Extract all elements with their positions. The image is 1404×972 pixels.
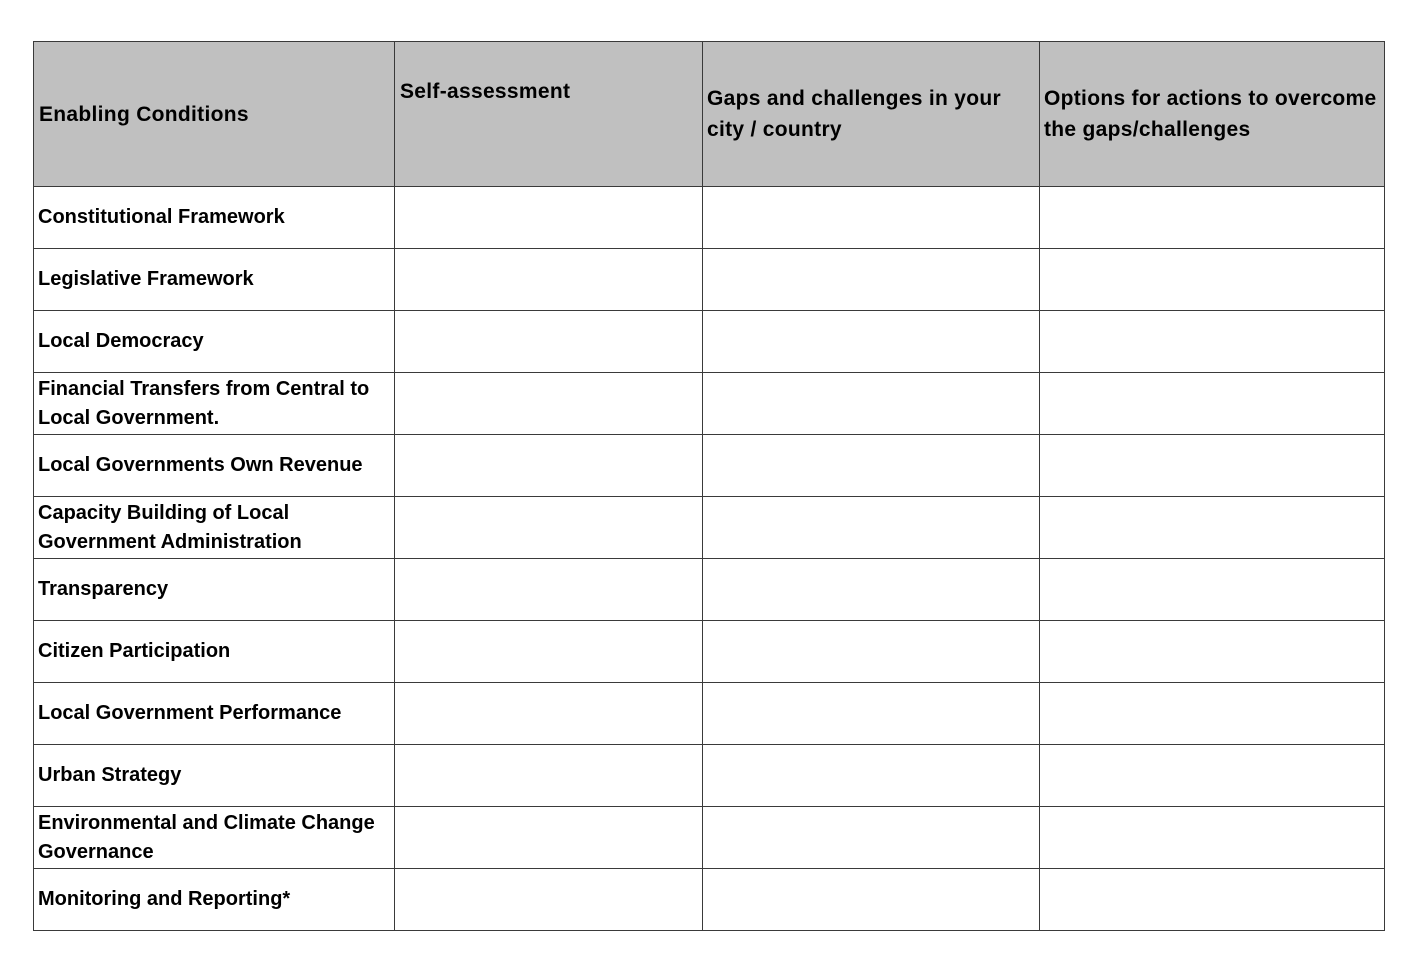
table-row xyxy=(34,621,1385,683)
gaps-challenges-cell[interactable] xyxy=(703,249,1040,311)
header-self-assessment: Self-assessment xyxy=(395,42,703,187)
table-row xyxy=(34,869,1385,931)
header-gaps-and-challenges: Gaps and challenges in your city / country xyxy=(703,42,1040,187)
options-actions-cell[interactable] xyxy=(1040,187,1385,249)
gaps-challenges-cell[interactable] xyxy=(703,311,1040,373)
options-actions-cell[interactable] xyxy=(1040,807,1385,869)
table-row xyxy=(34,435,1385,497)
self-assessment-cell[interactable] xyxy=(395,869,703,931)
header-options-for-actions: Options for actions to overcome the gaps/challenges xyxy=(1040,42,1385,187)
table-row xyxy=(34,807,1385,869)
self-assessment-cell[interactable] xyxy=(395,249,703,311)
self-assessment-cell[interactable] xyxy=(395,683,703,745)
gaps-challenges-cell[interactable] xyxy=(703,435,1040,497)
table-row xyxy=(34,373,1385,435)
options-actions-cell[interactable] xyxy=(1040,559,1385,621)
enabling-condition-label: Legislative Framework xyxy=(34,249,395,311)
gaps-challenges-cell[interactable] xyxy=(703,745,1040,807)
enabling-condition-label: Constitutional Framework xyxy=(34,187,395,249)
self-assessment-cell[interactable] xyxy=(395,187,703,249)
enabling-condition-label: Local Governments Own Revenue xyxy=(34,435,395,497)
self-assessment-cell[interactable] xyxy=(395,435,703,497)
enabling-condition-label: Transparency xyxy=(34,559,395,621)
table-row xyxy=(34,311,1385,373)
options-actions-cell[interactable] xyxy=(1040,311,1385,373)
enabling-condition-label: Urban Strategy xyxy=(34,745,395,807)
gaps-challenges-cell[interactable] xyxy=(703,497,1040,559)
gaps-challenges-cell[interactable] xyxy=(703,621,1040,683)
self-assessment-cell[interactable] xyxy=(395,373,703,435)
header-enabling-conditions: Enabling Conditions xyxy=(34,42,395,187)
self-assessment-cell[interactable] xyxy=(395,497,703,559)
table-row xyxy=(34,683,1385,745)
gaps-challenges-cell[interactable] xyxy=(703,807,1040,869)
options-actions-cell[interactable] xyxy=(1040,745,1385,807)
options-actions-cell[interactable] xyxy=(1040,683,1385,745)
enabling-condition-label: Financial Transfers from Central to Local Government. xyxy=(34,373,395,435)
options-actions-cell[interactable] xyxy=(1040,435,1385,497)
table-header-row xyxy=(34,42,1385,187)
enabling-condition-label: Local Democracy xyxy=(34,311,395,373)
table-body xyxy=(34,187,1385,931)
gaps-challenges-cell[interactable] xyxy=(703,869,1040,931)
table-row xyxy=(34,497,1385,559)
options-actions-cell[interactable] xyxy=(1040,497,1385,559)
table-row xyxy=(34,559,1385,621)
self-assessment-cell[interactable] xyxy=(395,807,703,869)
enabling-condition-label: Monitoring and Reporting* xyxy=(34,869,395,931)
self-assessment-cell[interactable] xyxy=(395,559,703,621)
options-actions-cell[interactable] xyxy=(1040,249,1385,311)
self-assessment-cell[interactable] xyxy=(395,621,703,683)
table-row xyxy=(34,745,1385,807)
gaps-challenges-cell[interactable] xyxy=(703,683,1040,745)
table-row xyxy=(34,187,1385,249)
table-row xyxy=(34,249,1385,311)
enabling-condition-label: Citizen Participation xyxy=(34,621,395,683)
enabling-condition-label: Local Government Performance xyxy=(34,683,395,745)
options-actions-cell[interactable] xyxy=(1040,621,1385,683)
gaps-challenges-cell[interactable] xyxy=(703,559,1040,621)
enabling-condition-label: Capacity Building of Local Government Administration xyxy=(34,497,395,559)
self-assessment-cell[interactable] xyxy=(395,311,703,373)
self-assessment-cell[interactable] xyxy=(395,745,703,807)
enabling-conditions-table xyxy=(33,41,1385,931)
gaps-challenges-cell[interactable] xyxy=(703,373,1040,435)
enabling-condition-label: Environmental and Climate Change Governance xyxy=(34,807,395,869)
options-actions-cell[interactable] xyxy=(1040,373,1385,435)
gaps-challenges-cell[interactable] xyxy=(703,187,1040,249)
options-actions-cell[interactable] xyxy=(1040,869,1385,931)
